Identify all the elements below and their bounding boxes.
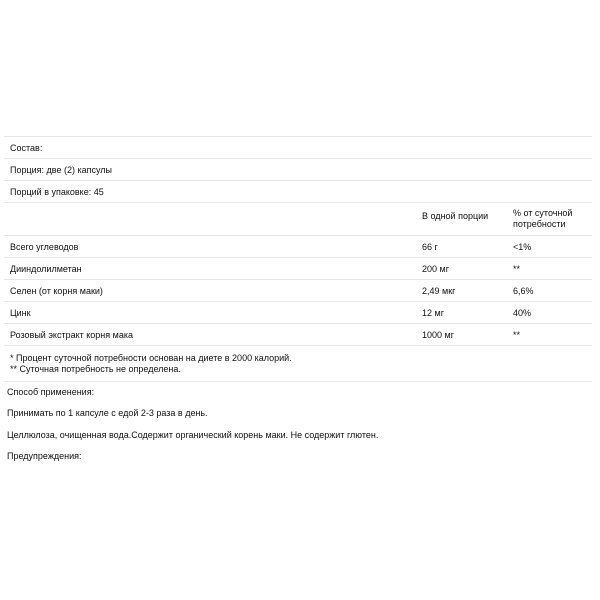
nutrient-daily-value: ** xyxy=(513,264,521,274)
nutrient-name: Всего углеводов xyxy=(10,242,79,252)
table-row xyxy=(4,280,592,302)
supplement-facts-table xyxy=(4,136,592,382)
composition-label: Состав: xyxy=(10,143,43,153)
composition-row xyxy=(4,137,592,159)
servings-per-container: Порций в упаковке: 45 xyxy=(10,187,104,197)
nutrient-amount: 66 г xyxy=(422,242,438,252)
usage-heading: Способ применения: xyxy=(7,387,95,397)
footnote-daily-value: * Процент суточной потребности основан на диете в 2000 калорий. xyxy=(10,353,292,363)
serving-size: Порция: две (2) капсулы xyxy=(10,165,113,175)
nutrient-amount: 2,49 мкг xyxy=(422,286,456,296)
daily-value-header: % от суточной потребности xyxy=(513,208,573,229)
column-header-row xyxy=(4,203,592,236)
per-serving-header: В одной порции xyxy=(422,211,489,221)
table-row xyxy=(4,258,592,280)
usage-text: Принимать по 1 капсуле с едой 2-3 раза в день. xyxy=(7,408,208,418)
nutrient-daily-value: <1% xyxy=(513,242,532,252)
nutrient-daily-value: 40% xyxy=(513,308,532,318)
serving-size-row xyxy=(4,159,592,181)
nutrient-name: Дииндолилметан xyxy=(10,264,82,274)
table-row xyxy=(4,236,592,258)
nutrient-amount: 1000 мг xyxy=(422,330,454,340)
table-row xyxy=(4,302,592,324)
nutrient-amount: 200 мг xyxy=(422,264,449,274)
nutrient-name: Розовый экстракт корня мака xyxy=(10,330,133,340)
footnote-not-established: ** Суточная потребность не определена. xyxy=(10,364,181,374)
nutrient-name: Цинк xyxy=(10,308,31,318)
table-row xyxy=(4,324,592,346)
warnings-heading: Предупреждения: xyxy=(7,451,82,461)
footnotes xyxy=(4,346,592,382)
servings-per-container-row xyxy=(4,181,592,203)
nutrient-daily-value: ** xyxy=(513,330,521,340)
nutrient-amount: 12 мг xyxy=(422,308,444,318)
nutrient-daily-value: 6,6% xyxy=(513,286,534,296)
ingredients-text: Целлюлоза, очищенная вода.Содержит органический корень маки. Не содержит глютен. xyxy=(7,430,379,440)
nutrient-name: Селен (от корня маки) xyxy=(10,286,103,296)
